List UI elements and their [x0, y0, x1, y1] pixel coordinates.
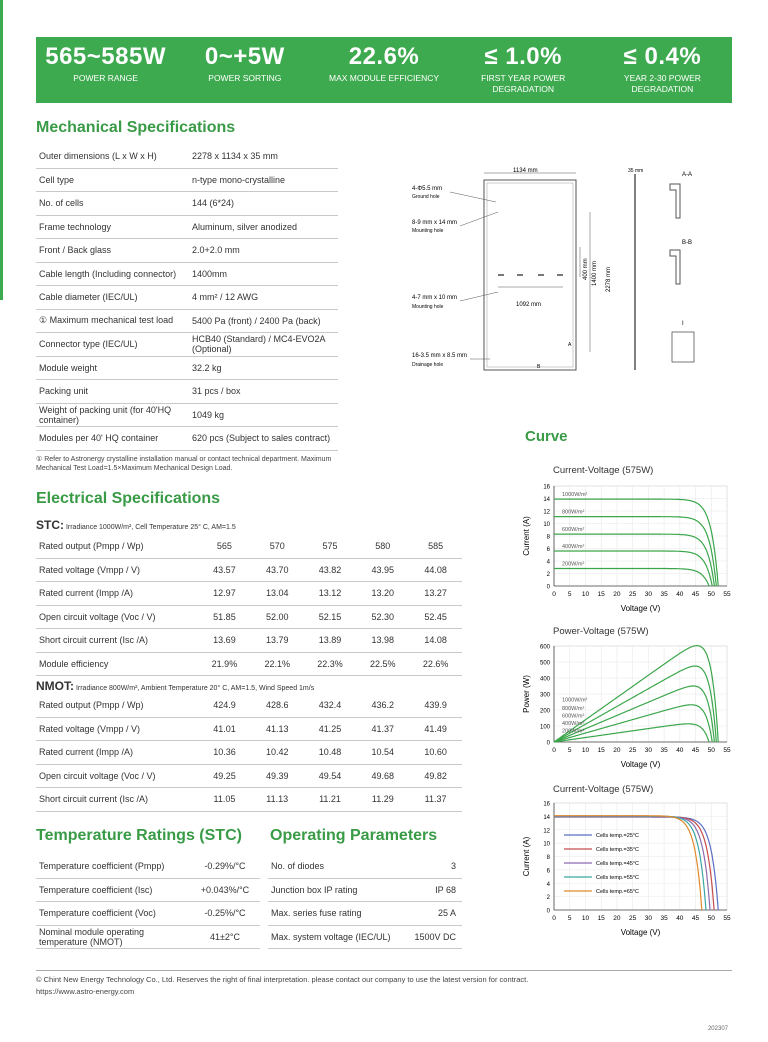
row-value: HCB40 (Standard) / MC4-EVO2A (Optional) [189, 333, 338, 357]
y-tick-label: 400 [539, 676, 550, 683]
row-label: Open circuit voltage (Voc / V) [36, 605, 198, 629]
cell-value: 11.37 [409, 788, 462, 812]
legend-label: Cells temp.=55°C [596, 875, 640, 881]
d400-dim: 400 mm [583, 258, 589, 280]
x-tick-label: 5 [567, 747, 572, 754]
x-tick-label: 40 [676, 591, 684, 598]
row-value: 41±2°C [187, 925, 260, 949]
x-tick-label: 35 [660, 915, 668, 922]
x-tick-label: 25 [629, 591, 637, 598]
y-tick-label: 6 [546, 868, 550, 875]
cell-value: 439.9 [409, 694, 462, 717]
cell-value: 12.97 [198, 582, 251, 606]
height-dim: 2278 mm [606, 266, 612, 292]
y-tick-label: 12 [543, 509, 550, 516]
cell-value: 424.9 [198, 694, 251, 717]
row-value: n-type mono-crystalline [189, 168, 338, 192]
x-tick-label: 25 [629, 747, 637, 754]
cell-value: 13.79 [251, 629, 304, 653]
drain-hole-dim: 16-3.5 mm x 8.5 mm [412, 353, 468, 359]
y-tick-label: 4 [546, 559, 550, 566]
cell-value: 44.08 [409, 558, 462, 582]
section-bb-label: B-B [682, 240, 693, 246]
pv-irradiance-chart [517, 638, 737, 772]
table-row [36, 717, 462, 741]
cell-value: 43.57 [198, 558, 251, 582]
table-row [36, 629, 462, 653]
row-value: 31 pcs / box [189, 380, 338, 404]
cell-value: 52.45 [409, 605, 462, 629]
banner-label: FIRST YEAR POWER DEGRADATION [481, 73, 566, 94]
x-tick-label: 30 [644, 915, 652, 922]
cell-value: 11.05 [198, 788, 251, 812]
cell-value: 52.30 [356, 605, 409, 629]
table-row [36, 582, 462, 606]
banner-value: 22.6% [348, 43, 420, 70]
banner-value: 0~+5W [204, 43, 285, 70]
series-label: 600W/m² [562, 527, 585, 534]
cell-value: 10.60 [409, 741, 462, 765]
row-label: Rated voltage (Vmpp / V) [36, 558, 198, 582]
cell-value: 41.49 [409, 717, 462, 741]
row-label: Temperature coefficient (Isc) [36, 878, 187, 902]
cell-value: 22.6% [409, 652, 462, 676]
banner-value: 565~585W [45, 43, 166, 70]
y-tick-label: 600 [539, 644, 550, 651]
y-tick-label: 16 [543, 484, 550, 491]
table-row [268, 925, 462, 949]
section-aa-label: A-A [682, 172, 693, 178]
row-label: Rated voltage (Vmpp / V) [36, 717, 198, 741]
row-label: Module weight [36, 356, 189, 380]
cell-value: 49.82 [409, 764, 462, 788]
y-tick-label: 10 [543, 841, 550, 848]
x-tick-label: 20 [613, 747, 621, 754]
table-row [36, 239, 338, 263]
table-row [36, 694, 462, 717]
y-tick-label: 2 [546, 895, 550, 902]
curve-title: Curve [525, 428, 568, 445]
y-tick-label: 0 [546, 584, 550, 591]
cell-value: 52.00 [251, 605, 304, 629]
cell-value: 49.39 [251, 764, 304, 788]
stc-conditions: Irradiance 1000W/m², Cell Temperature 25° C, AM=1.5 [65, 524, 236, 531]
table-row [268, 855, 462, 878]
row-value: 1500V DC [405, 925, 462, 949]
cell-value: 43.82 [304, 558, 357, 582]
cell-value: 49.54 [304, 764, 357, 788]
module-drawing [400, 162, 730, 382]
series-label: 1000W/m² [562, 492, 588, 499]
x-tick-label: 15 [597, 747, 605, 754]
cell-value: 13.98 [356, 629, 409, 653]
y-tick-label: 500 [539, 660, 550, 667]
x-tick-label: 35 [660, 591, 668, 598]
row-value: 4 mm² / 12 AWG [189, 286, 338, 310]
x-tick-label: 55 [723, 591, 731, 598]
table-row [36, 788, 462, 812]
series-label: 800W/m² [562, 705, 585, 712]
cell-value: 11.21 [304, 788, 357, 812]
row-value: 2278 x 1134 x 35 mm [189, 145, 338, 168]
cell-value: 43.95 [356, 558, 409, 582]
row-label: Max. system voltage (IEC/UL) [268, 925, 405, 949]
x-axis-label: Voltage (V) [620, 760, 661, 769]
table-row [36, 535, 462, 558]
row-value: 620 pcs (Subject to sales contract) [189, 427, 338, 451]
cell-value: 41.37 [356, 717, 409, 741]
table-row [36, 558, 462, 582]
copyright-text: © Chint New Energy Technology Co., Ltd. Reserves the right of final interpretation. please contact our company to use the latest version for contract. [36, 975, 529, 984]
cell-value: 575 [304, 535, 357, 558]
x-tick-label: 10 [581, 915, 590, 922]
cell-value: 436.2 [356, 694, 409, 717]
mechanical-note: ① Refer to Astronergy crystalline installation manual or contact technical department. Maximum Mechanical Test Load=1.5×Maximum Mechanical Design Load. [36, 456, 332, 472]
table-row [36, 855, 260, 878]
table-row [36, 145, 338, 168]
x-tick-label: 55 [723, 747, 731, 754]
section-a-mark: A [568, 342, 572, 348]
row-value: +0.043%/°C [187, 878, 260, 902]
x-axis-label: Voltage (V) [620, 928, 661, 937]
y-tick-label: 4 [546, 881, 550, 888]
table-row [36, 652, 462, 676]
drain-hole-label: Drainage hole [412, 362, 444, 368]
table-row [36, 333, 338, 357]
row-label: Rated output (Pmpp / Wp) [36, 694, 198, 717]
table-row [36, 286, 338, 310]
row-label: Short circuit current (Isc /A) [36, 629, 198, 653]
row-value: 1049 kg [189, 403, 338, 427]
cell-value: 22.3% [304, 652, 357, 676]
cell-value: 14.08 [409, 629, 462, 653]
cell-value: 428.6 [251, 694, 304, 717]
x-tick-label: 50 [707, 915, 715, 922]
y-tick-label: 100 [539, 724, 550, 731]
x-tick-label: 55 [723, 915, 731, 922]
mechanical-title: Mechanical Specifications [36, 119, 236, 136]
row-label: Temperature coefficient (Pmpp) [36, 855, 187, 878]
iv-irradiance-chart [517, 478, 737, 616]
pitch-dim: 1092 mm [516, 302, 542, 308]
x-tick-label: 5 [567, 915, 572, 922]
row-value: 3 [405, 855, 462, 878]
y-tick-label: 300 [539, 692, 550, 699]
temperature-title: Temperature Ratings (STC) [36, 827, 242, 844]
row-label: Rated current (Impp /A) [36, 741, 198, 765]
row-label: Cable length (Including connector) [36, 262, 189, 286]
table-row [36, 192, 338, 216]
row-label: Packing unit [36, 380, 189, 404]
table-row [36, 902, 260, 926]
row-value: 1400mm [189, 262, 338, 286]
nmot-heading [36, 679, 314, 693]
row-label: ① Maximum mechanical test load [36, 309, 189, 333]
series-label: 600W/m² [562, 713, 585, 720]
cell-value: 585 [409, 535, 462, 558]
y-tick-label: 2 [546, 572, 550, 578]
cell-value: 10.42 [251, 741, 304, 765]
x-tick-label: 45 [691, 915, 700, 922]
x-tick-label: 15 [597, 591, 605, 598]
table-row [36, 925, 260, 949]
x-tick-label: 0 [552, 747, 556, 754]
x-tick-label: 0 [552, 915, 556, 922]
row-label: Max. series fuse rating [268, 902, 405, 926]
cell-value: 13.27 [409, 582, 462, 606]
table-row [36, 168, 338, 192]
legend-label: Cells temp.=25°C [596, 833, 640, 839]
row-value: 2.0+2.0 mm [189, 239, 338, 263]
y-tick-label: 8 [546, 534, 550, 541]
table-row [268, 878, 462, 902]
side-accent-bar [0, 0, 3, 300]
cell-value: 52.15 [304, 605, 357, 629]
section-b-mark: B [537, 364, 541, 370]
row-value: 5400 Pa (front) / 2400 Pa (back) [189, 309, 338, 333]
section-i-label: I [682, 321, 684, 327]
table-row [36, 878, 260, 902]
cell-value: 10.54 [356, 741, 409, 765]
row-value: IP 68 [405, 878, 462, 902]
depth-dim: 35 mm [628, 168, 644, 174]
cell-value: 10.36 [198, 741, 251, 765]
table-row [36, 262, 338, 286]
table-row [36, 427, 338, 451]
cell-value: 21.9% [198, 652, 251, 676]
series-label: 200W/m² [562, 728, 585, 735]
temperature-table [36, 855, 260, 949]
chart1-title: Current-Voltage (575W) [553, 465, 654, 476]
x-tick-label: 45 [691, 747, 700, 754]
y-axis-label: Current (A) [522, 836, 531, 877]
x-tick-label: 50 [707, 591, 715, 598]
cell-value: 22.1% [251, 652, 304, 676]
legend-label: Cells temp.=35°C [596, 847, 640, 853]
banner-label: YEAR 2-30 POWER DEGRADATION [623, 73, 701, 94]
series-line [554, 569, 709, 587]
nmot-label: NMOT: [36, 679, 74, 693]
row-label: Junction box IP rating [268, 878, 405, 902]
row-label: Weight of packing unit (for 40'HQ container) [36, 403, 189, 427]
row-value: 32.2 kg [189, 356, 338, 380]
series-label: 200W/m² [562, 561, 585, 568]
series-label: 400W/m² [562, 544, 585, 550]
stc-table [36, 535, 462, 676]
cell-value: 41.13 [251, 717, 304, 741]
nmot-conditions: Irradiance 800W/m², Ambient Temperature 20° C, AM=1.5, Wind Speed 1m/s [75, 685, 315, 692]
cell-value: 432.4 [304, 694, 357, 717]
x-tick-label: 0 [552, 591, 556, 598]
banner-item [593, 37, 732, 103]
series-label: 400W/m² [562, 721, 585, 728]
d1400-dim: 1400 mm [592, 260, 598, 286]
row-value: 25 A [405, 902, 462, 926]
y-axis-label: Current (A) [522, 516, 531, 556]
row-label: Short circuit current (Isc /A) [36, 788, 198, 812]
row-label: Frame technology [36, 215, 189, 239]
mount-hole1-dim: 8-9 mm x 14 mm [412, 220, 458, 226]
row-label: Outer dimensions (L x W x H) [36, 145, 189, 168]
x-tick-label: 20 [613, 591, 621, 598]
banner-label: POWER SORTING [208, 73, 282, 83]
table-row [36, 309, 338, 333]
cell-value: 13.89 [304, 629, 357, 653]
banner-label: POWER RANGE [73, 73, 138, 83]
row-value: -0.29%/°C [187, 855, 260, 878]
cell-value: 41.25 [304, 717, 357, 741]
operating-title: Operating Parameters [270, 827, 438, 844]
x-tick-label: 20 [613, 915, 621, 922]
cell-value: 580 [356, 535, 409, 558]
row-value: Aluminum, silver anodized [189, 215, 338, 239]
row-label: Open circuit voltage (Voc / V) [36, 764, 198, 788]
stc-label: STC: [36, 518, 64, 532]
x-tick-label: 45 [691, 591, 700, 598]
cell-value: 11.29 [356, 788, 409, 812]
x-tick-label: 35 [660, 747, 668, 754]
x-tick-label: 15 [597, 915, 605, 922]
table-row [36, 215, 338, 239]
row-value: -0.25%/°C [187, 902, 260, 926]
iv-temperature-chart [517, 795, 737, 940]
footer [36, 970, 732, 998]
chart3-title: Current-Voltage (575W) [553, 784, 654, 795]
operating-table [268, 855, 462, 949]
mount-hole1-label: Mounting hole [412, 228, 444, 234]
row-label: No. of cells [36, 192, 189, 216]
y-tick-label: 6 [546, 547, 550, 553]
row-label: Nominal module operating temperature (NMOT) [36, 925, 187, 949]
cell-value: 13.12 [304, 582, 357, 606]
series-line [554, 534, 714, 586]
cell-value: 13.69 [198, 629, 251, 653]
y-tick-label: 10 [543, 522, 550, 528]
y-tick-label: 8 [546, 855, 550, 861]
cell-value: 49.68 [356, 764, 409, 788]
cell-value: 565 [198, 535, 251, 558]
cell-value: 51.85 [198, 605, 251, 629]
website-link[interactable]: https://www.astro-energy.com [36, 987, 135, 996]
cell-value: 13.04 [251, 582, 304, 606]
table-row [268, 902, 462, 926]
row-label: Front / Back glass [36, 239, 189, 263]
key-figures-banner [36, 37, 732, 103]
document-code: 202307 [707, 1026, 728, 1032]
y-tick-label: 0 [546, 740, 550, 747]
series-label: 1000W/m² [562, 697, 588, 704]
chart2-title: Power-Voltage (575W) [553, 626, 649, 637]
banner-label: MAX MODULE EFFICIENCY [328, 73, 440, 83]
row-label: Cable diameter (IEC/UL) [36, 286, 189, 310]
banner-item [314, 37, 453, 103]
row-label: Modules per 40' HQ container [36, 427, 189, 451]
cell-value: 570 [251, 535, 304, 558]
ground-hole-dim: 4-Φ5.5 mm [412, 186, 443, 192]
nmot-table [36, 694, 462, 812]
banner-item [36, 37, 175, 103]
mechanical-table [36, 145, 338, 451]
table-row [36, 380, 338, 404]
mount-hole2-label: Mounting hole [412, 304, 444, 310]
y-tick-label: 12 [543, 828, 550, 835]
y-tick-label: 14 [543, 497, 550, 503]
x-tick-label: 25 [629, 915, 637, 922]
cell-value: 22.5% [356, 652, 409, 676]
y-axis-label: Power (W) [522, 675, 531, 713]
y-tick-label: 14 [543, 814, 550, 821]
row-value: 144 (6*24) [189, 192, 338, 216]
banner-item [175, 37, 314, 103]
table-row [36, 741, 462, 765]
row-label: Rated output (Pmpp / Wp) [36, 535, 198, 558]
x-tick-label: 5 [567, 591, 572, 598]
x-tick-label: 10 [581, 591, 590, 598]
ground-hole-label: Ground hole [412, 194, 440, 200]
legend-label: Cells temp.=45°C [596, 861, 640, 867]
row-label: Temperature coefficient (Voc) [36, 902, 187, 926]
cell-value: 11.13 [251, 788, 304, 812]
x-tick-label: 40 [676, 747, 684, 754]
y-tick-label: 0 [546, 908, 550, 915]
x-tick-label: 30 [644, 747, 652, 754]
mount-hole2-dim: 4-7 mm x 10 mm [412, 295, 458, 301]
x-tick-label: 10 [581, 747, 590, 754]
x-tick-label: 30 [644, 591, 652, 598]
cell-value: 41.01 [198, 717, 251, 741]
cell-value: 49.25 [198, 764, 251, 788]
width-dim: 1134 mm [513, 168, 538, 174]
cell-value: 13.20 [356, 582, 409, 606]
table-row [36, 764, 462, 788]
series-label: 800W/m² [562, 509, 585, 516]
x-tick-label: 50 [707, 747, 715, 754]
row-label: Connector type (IEC/UL) [36, 333, 189, 357]
legend-label: Cells temp.=65°C [596, 889, 640, 895]
table-row [36, 605, 462, 629]
row-label: Module efficiency [36, 652, 198, 676]
table-row [36, 403, 338, 427]
x-axis-label: Voltage (V) [620, 604, 661, 613]
cell-value: 43.70 [251, 558, 304, 582]
banner-value: ≤ 1.0% [484, 43, 562, 70]
row-label: Rated current (Impp /A) [36, 582, 198, 606]
table-row [36, 356, 338, 380]
y-tick-label: 200 [539, 708, 550, 715]
cell-value: 10.48 [304, 741, 357, 765]
stc-heading [36, 518, 236, 532]
x-tick-label: 40 [676, 915, 684, 922]
banner-value: ≤ 0.4% [623, 43, 702, 70]
row-label: Cell type [36, 168, 189, 192]
row-label: No. of diodes [268, 855, 405, 878]
y-tick-label: 16 [543, 801, 550, 808]
electrical-title: Electrical Specifications [36, 490, 221, 507]
banner-item [454, 37, 593, 103]
